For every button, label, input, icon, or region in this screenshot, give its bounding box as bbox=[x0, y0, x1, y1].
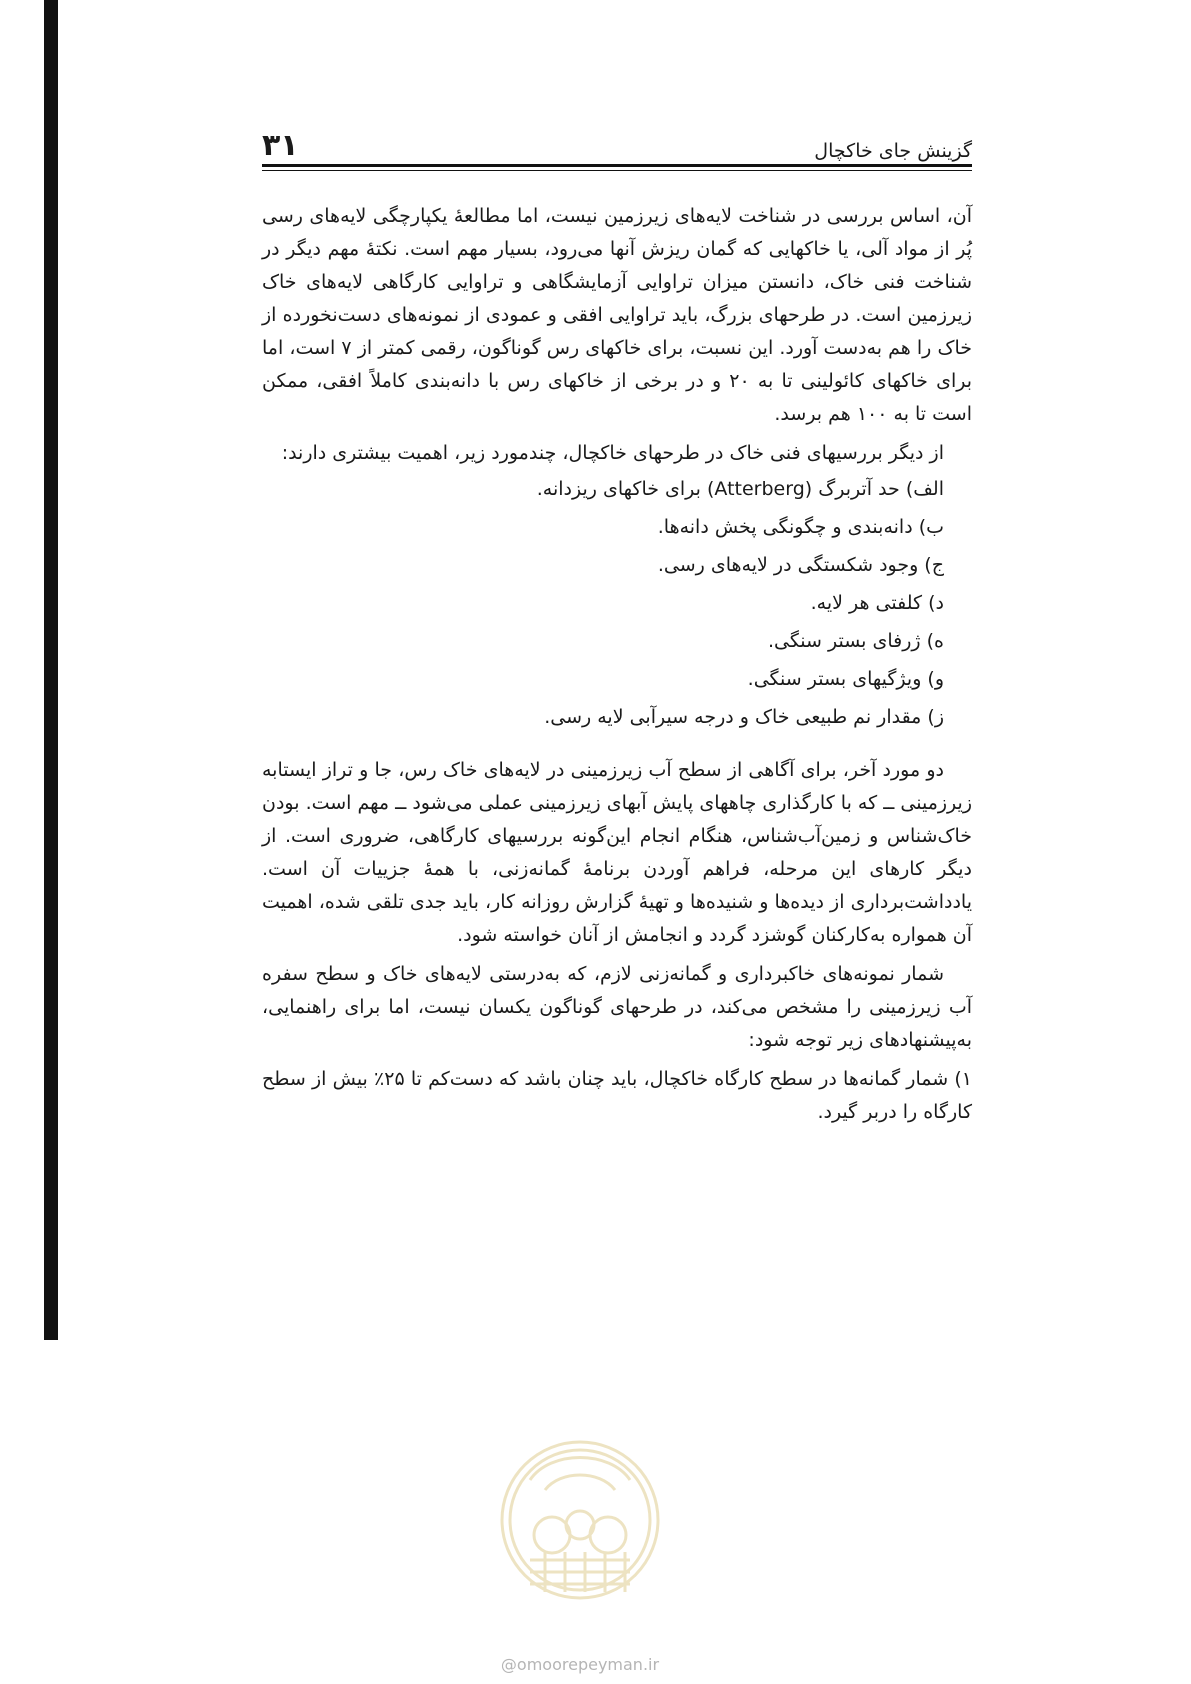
paragraph-permeability: آن، اساس بررسی در شناخت لایه‌های زیرزمین نیست، اما مطالعهٔ یکپارچگی لایه‌های رسی پُر از مواد آلی، یا خاکهایی که گمان ریزش آنها می‌رود، بسیار مهم است. نکتهٔ مهم دیگر در شناخت فنی خاک، دانستن میزان تراوایی آزمایشگاهی و تراوایی کارگاهی لایه‌های خاک زیرزمین است. در طرحهای بزرگ، باید تراوایی افقی و عمودی از نمونه‌های دست‌نخورده از خاک را هم به‌دست آورد. این نسبت، برای خاکهای رس گوناگون، رقمی کمتر از ۷ است، اما برای خاکهای کائولینی تا به ۲۰ و در برخی از خاکهای رس با دانه‌بندی کاملاً افقی، ممکن است تا به ۱۰۰ هم برسد. bbox=[262, 205, 972, 425]
header-rule-thick bbox=[262, 164, 972, 167]
running-title: گزینش جای خاکچال bbox=[814, 140, 972, 162]
list-item: الف) حد آتربرگ (Atterberg) برای خاکهای ریزدانه. bbox=[536, 478, 944, 500]
list-item: ب) دانه‌بندی و چگونگی پخش دانه‌ها. bbox=[657, 516, 944, 538]
paragraph-borehole-count: ۱) شمار گمانه‌ها در سطح کارگاه خاکچال، باید چنان باشد که دست‌کم تا ۲۵٪ بیش از سطح کارگاه را دربر گیرد. bbox=[262, 1068, 972, 1123]
list-item: ز) مقدار نم طبیعی خاک و درجه سیرآبی لایه رسی. bbox=[544, 706, 944, 728]
publisher-seal-icon bbox=[490, 1420, 670, 1620]
list-item: و) ویژگیهای بستر سنگی. bbox=[747, 668, 944, 690]
paragraph-sampling: شمار نمونه‌های خاکبرداری و گمانه‌زنی لازم، که به‌درستی لایه‌های خاک و سطح سفره آب زیرزمینی را مشخص می‌کند، در طرحهای گوناگون یکسان نیست، اما برای راهنمایی، به‌پیشنهادهای زیر توجه شود: bbox=[262, 963, 972, 1051]
header-rule-thin bbox=[262, 170, 972, 171]
list-item: ج) وجود شکستگی در لایه‌های رسی. bbox=[657, 554, 944, 576]
paragraph-groundwater: دو مورد آخر، برای آگاهی از سطح آب زیرزمینی در لایه‌های خاک رس، جا و تراز ایستابه زیرزمینی ــ که با کارگذاری چاههای پایش آبهای زیرزمینی عملی می‌شود ــ مهم است. بودن خاک‌شناس و زمین‌آب‌شناس، هنگام انجام این‌گونه بررسیهای کارگاهی، ضروری است. از دیگر کارهای این مرحله، فراهم آوردن برنامهٔ گمانه‌زنی، با همهٔ جزییات آن است. یادداشت‌برداری از دیده‌ها و شنیده‌ها و تهیهٔ گزارش روزانه کار، باید جدی تلقی شده، اهمیت آن همواره به‌کارکنان گوشزد گردد و انجامش از آنان خواسته شود. bbox=[262, 759, 972, 946]
watermark-url: @omoorepeyman.ir bbox=[500, 1655, 660, 1674]
tests-list bbox=[262, 470, 972, 736]
list-item: ه) ژرفای بستر سنگی. bbox=[767, 630, 944, 652]
scan-binding-edge bbox=[44, 0, 58, 1340]
list-item: د) کلفتی هر لایه. bbox=[810, 592, 944, 614]
page-header bbox=[262, 128, 972, 174]
paragraph-tests-intro: از دیگر بررسیهای فنی خاک در طرحهای خاکچال، چندمورد زیر، اهمیت بیشتری دارند: bbox=[281, 442, 944, 464]
page-body bbox=[262, 200, 972, 1129]
page-number: ۳۱ bbox=[262, 128, 299, 163]
